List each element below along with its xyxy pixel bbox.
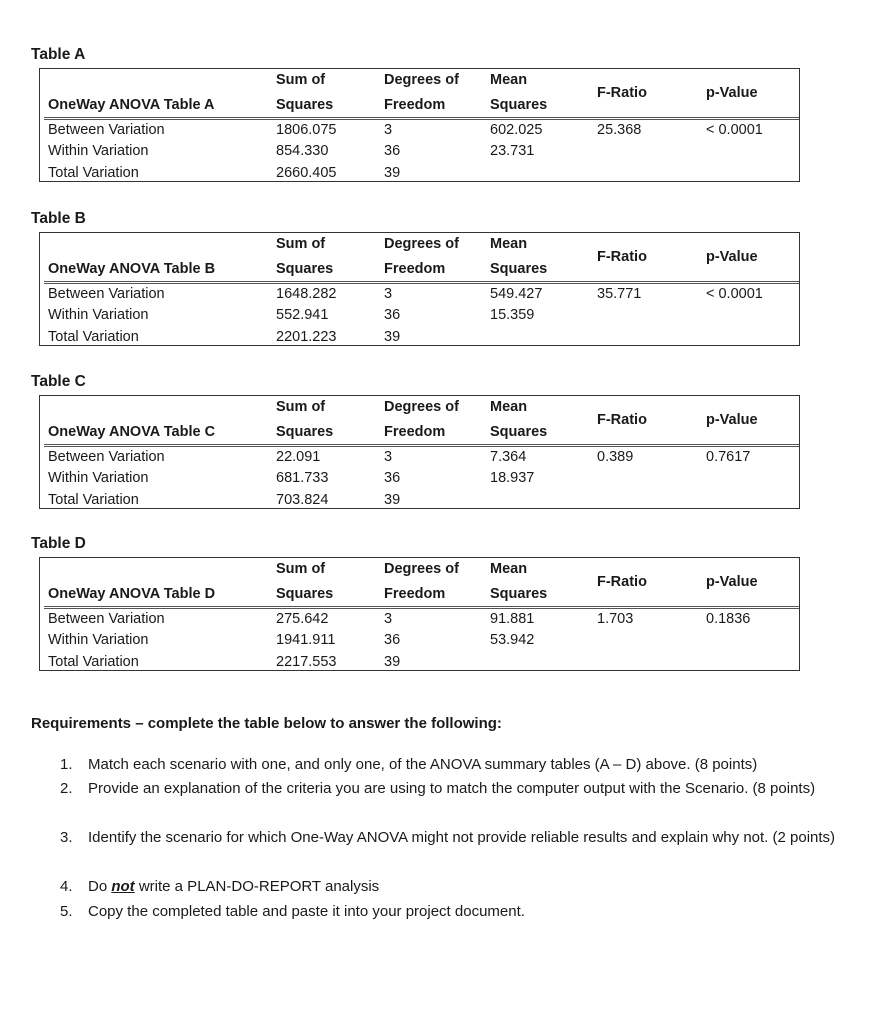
row-total-variation-label: Total Variation	[48, 165, 139, 181]
header-source: OneWay ANOVA Table C	[48, 424, 216, 440]
header-f-ratio: F-Ratio	[597, 249, 647, 265]
row-between-variation-p-value: < 0.0001	[706, 122, 763, 138]
row-between-variation-p-value: 0.1836	[706, 611, 751, 627]
row-total-variation-sum-of-squares: 2217.553	[276, 654, 337, 670]
header-freedom: Freedom	[384, 586, 446, 602]
header-divider	[44, 606, 799, 609]
row-between-variation-mean-squares: 602.025	[490, 122, 543, 138]
requirement-emphasis: not	[111, 878, 135, 895]
header-sum-of: Sum of	[276, 561, 326, 577]
row-within-variation-sum-of-squares: 552.941	[276, 307, 329, 323]
row-between-variation-mean-squares: 7.364	[490, 449, 527, 465]
header-sum-of: Sum of	[276, 236, 326, 252]
row-within-variation-label: Within Variation	[48, 143, 149, 159]
row-within-variation-label: Within Variation	[48, 470, 149, 486]
requirement-text: Match each scenario with one, and only one, of the ANOVA summary tables (A – D) above. (8 points)	[88, 756, 758, 773]
row-within-variation-degrees-of-freedom: 36	[384, 470, 401, 486]
requirement-text: Provide an explanation of the criteria you are using to match the computer output with the Scenario. (8 points)	[88, 780, 816, 797]
requirements-title: Requirements – complete the table below to answer the following:	[31, 715, 502, 732]
row-total-variation-label: Total Variation	[48, 654, 139, 670]
row-within-variation-sum-of-squares: 854.330	[276, 143, 329, 159]
row-total-variation-degrees-of-freedom: 39	[384, 329, 401, 345]
table-b-caption: Table B	[31, 210, 86, 227]
row-within-variation-mean-squares: 18.937	[490, 470, 535, 486]
requirement-number: 5.	[60, 903, 73, 920]
header-degrees-of: Degrees of	[384, 561, 459, 577]
anova-table-b	[39, 232, 800, 346]
requirement-number: 2.	[60, 780, 73, 797]
row-between-variation-f-ratio: 25.368	[597, 122, 642, 138]
header-f-ratio: F-Ratio	[597, 412, 647, 428]
row-between-variation-f-ratio: 0.389	[597, 449, 634, 465]
header-p-value: p-Value	[706, 249, 758, 265]
row-between-variation-f-ratio: 35.771	[597, 286, 642, 302]
table-a-caption: Table A	[31, 46, 86, 63]
row-within-variation-degrees-of-freedom: 36	[384, 143, 401, 159]
requirement-number: 4.	[60, 878, 73, 895]
row-total-variation-label: Total Variation	[48, 329, 139, 345]
header-mean-squares: Squares	[490, 424, 548, 440]
header-degrees-of: Degrees of	[384, 72, 459, 88]
row-total-variation-degrees-of-freedom: 39	[384, 654, 401, 670]
row-within-variation-degrees-of-freedom: 36	[384, 307, 401, 323]
anova-table-c	[39, 395, 800, 509]
header-mean-squares: Squares	[490, 586, 548, 602]
row-within-variation-degrees-of-freedom: 36	[384, 632, 401, 648]
row-between-variation-label: Between Variation	[48, 611, 165, 627]
header-sum-of: Sum of	[276, 72, 326, 88]
row-within-variation-mean-squares: 15.359	[490, 307, 535, 323]
row-within-variation-label: Within Variation	[48, 307, 149, 323]
anova-table-a	[39, 68, 800, 182]
row-between-variation-p-value: 0.7617	[706, 449, 751, 465]
row-between-variation-degrees-of-freedom: 3	[384, 611, 393, 627]
row-total-variation-label: Total Variation	[48, 492, 139, 508]
row-between-variation-label: Between Variation	[48, 122, 165, 138]
header-squares: Squares	[276, 97, 334, 113]
header-degrees-of: Degrees of	[384, 399, 459, 415]
header-mean-squares: Squares	[490, 261, 548, 277]
requirement-number: 1.	[60, 756, 73, 773]
header-mean-squares: Squares	[490, 97, 548, 113]
row-total-variation-degrees-of-freedom: 39	[384, 165, 401, 181]
row-between-variation-mean-squares: 549.427	[490, 286, 543, 302]
header-divider	[44, 281, 799, 284]
header-p-value: p-Value	[706, 85, 758, 101]
row-between-variation-f-ratio: 1.703	[597, 611, 634, 627]
row-within-variation-mean-squares: 53.942	[490, 632, 535, 648]
row-within-variation-mean-squares: 23.731	[490, 143, 535, 159]
row-total-variation-sum-of-squares: 2201.223	[276, 329, 337, 345]
header-mean: Mean	[490, 561, 528, 577]
requirement-text-pre: Do	[88, 878, 112, 895]
header-freedom: Freedom	[384, 424, 446, 440]
row-total-variation-sum-of-squares: 2660.405	[276, 165, 337, 181]
row-between-variation-label: Between Variation	[48, 286, 165, 302]
header-squares: Squares	[276, 424, 334, 440]
header-mean: Mean	[490, 72, 528, 88]
header-source: OneWay ANOVA Table B	[48, 261, 216, 277]
header-source: OneWay ANOVA Table A	[48, 97, 215, 113]
header-freedom: Freedom	[384, 261, 446, 277]
header-f-ratio: F-Ratio	[597, 85, 647, 101]
row-between-variation-mean-squares: 91.881	[490, 611, 535, 627]
row-between-variation-sum-of-squares: 1648.282	[276, 286, 337, 302]
header-divider	[44, 117, 799, 120]
header-source: OneWay ANOVA Table D	[48, 586, 216, 602]
header-squares: Squares	[276, 586, 334, 602]
row-within-variation-label: Within Variation	[48, 632, 149, 648]
row-between-variation-degrees-of-freedom: 3	[384, 122, 393, 138]
row-between-variation-sum-of-squares: 1806.075	[276, 122, 337, 138]
header-degrees-of: Degrees of	[384, 236, 459, 252]
row-between-variation-sum-of-squares: 22.091	[276, 449, 321, 465]
row-total-variation-sum-of-squares: 703.824	[276, 492, 329, 508]
row-within-variation-sum-of-squares: 681.733	[276, 470, 329, 486]
header-divider	[44, 444, 799, 447]
anova-table-d	[39, 557, 800, 671]
row-between-variation-sum-of-squares: 275.642	[276, 611, 329, 627]
table-c-caption: Table C	[31, 373, 86, 390]
row-between-variation-p-value: < 0.0001	[706, 286, 763, 302]
header-freedom: Freedom	[384, 97, 446, 113]
row-between-variation-degrees-of-freedom: 3	[384, 449, 393, 465]
requirement-text	[88, 875, 838, 899]
row-between-variation-label: Between Variation	[48, 449, 165, 465]
requirement-number: 3.	[60, 829, 73, 846]
table-d-caption: Table D	[31, 535, 86, 552]
row-total-variation-degrees-of-freedom: 39	[384, 492, 401, 508]
row-between-variation-degrees-of-freedom: 3	[384, 286, 393, 302]
row-within-variation-sum-of-squares: 1941.911	[276, 632, 336, 648]
header-mean: Mean	[490, 399, 528, 415]
header-p-value: p-Value	[706, 412, 758, 428]
header-mean: Mean	[490, 236, 528, 252]
header-p-value: p-Value	[706, 574, 758, 590]
header-f-ratio: F-Ratio	[597, 574, 647, 590]
requirement-text-post: write a PLAN-DO-REPORT analysis	[134, 878, 380, 895]
header-squares: Squares	[276, 261, 334, 277]
header-sum-of: Sum of	[276, 399, 326, 415]
requirement-text: Copy the completed table and paste it into your project document.	[88, 903, 525, 920]
requirement-text: Identify the scenario for which One-Way ANOVA might not provide reliable results and explain why not. (2 points)	[88, 829, 836, 846]
